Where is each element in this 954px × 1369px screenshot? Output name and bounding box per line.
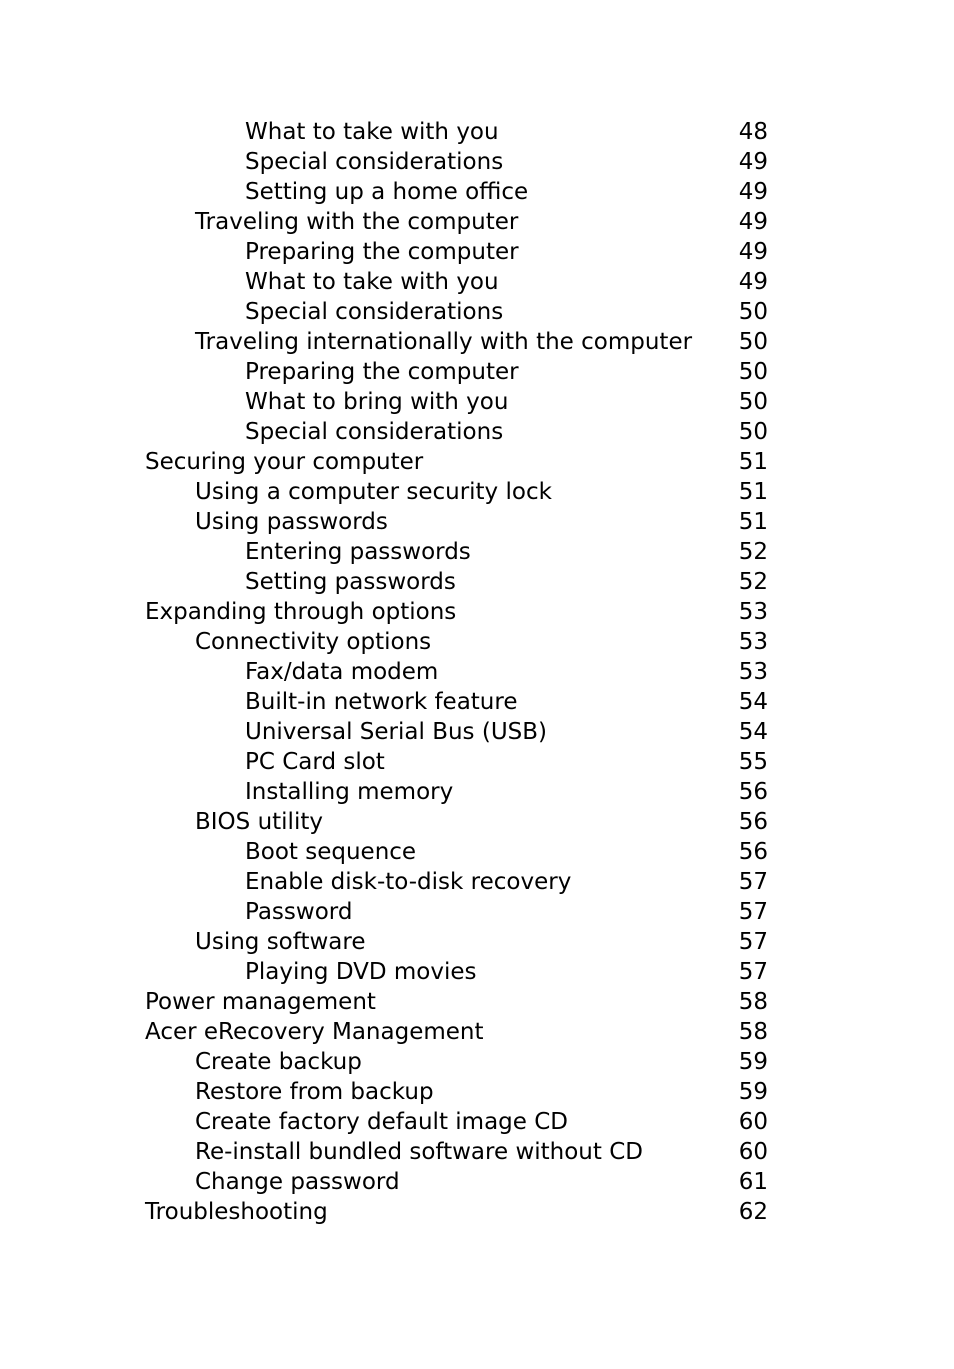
toc-entry[interactable]	[0, 507, 954, 537]
toc-entry-page-number: 54	[738, 719, 768, 745]
toc-entry-page-number: 50	[738, 389, 768, 415]
toc-entry-page-number: 60	[738, 1139, 768, 1165]
toc-entry[interactable]	[0, 1107, 954, 1137]
toc-entry-page-number: 50	[738, 419, 768, 445]
toc-entry-page-number: 57	[738, 899, 768, 925]
toc-entry-title: Playing DVD movies	[245, 959, 477, 985]
toc-entry-page-number: 57	[738, 929, 768, 955]
toc-entry-title: Re-install bundled software without CD	[195, 1139, 643, 1165]
toc-entry-title: Preparing the computer	[245, 239, 519, 265]
toc-entry-page-number: 57	[738, 869, 768, 895]
toc-entry[interactable]	[0, 567, 954, 597]
toc-entry-title: BIOS utility	[195, 809, 323, 835]
toc-entry-title: Setting up a home office	[245, 179, 529, 205]
toc-entry[interactable]	[0, 1197, 954, 1227]
toc-entry-title: Preparing the computer	[245, 359, 519, 385]
toc-entry-title: Enable disk-to-disk recovery	[245, 869, 572, 895]
toc-entry-page-number: 56	[738, 779, 768, 805]
toc-entry-page-number: 48	[738, 119, 768, 145]
toc-entry-page-number: 62	[738, 1199, 768, 1225]
toc-entry-title: Create backup	[195, 1049, 362, 1075]
toc-entry[interactable]	[0, 177, 954, 207]
toc-entry-title: Boot sequence	[245, 839, 417, 865]
toc-entry-title: Setting passwords	[245, 569, 456, 595]
toc-entry-title: Special considerations	[245, 299, 504, 325]
toc-entry[interactable]	[0, 267, 954, 297]
toc-entry-page-number: 50	[738, 359, 768, 385]
toc-entry-title: Entering passwords	[245, 539, 471, 565]
toc-entry-title: Expanding through options	[145, 599, 457, 625]
toc-entry[interactable]	[0, 897, 954, 927]
toc-entry[interactable]	[0, 537, 954, 567]
toc-entry[interactable]	[0, 717, 954, 747]
toc-entry[interactable]	[0, 867, 954, 897]
toc-entry[interactable]	[0, 1017, 954, 1047]
toc-entry[interactable]	[0, 477, 954, 507]
toc-entry-page-number: 51	[738, 509, 768, 535]
table-of-contents	[0, 117, 954, 1227]
toc-entry-page-number: 53	[738, 599, 768, 625]
toc-entry[interactable]	[0, 297, 954, 327]
toc-entry-title: Create factory default image CD	[195, 1109, 568, 1135]
toc-entry-page-number: 49	[738, 209, 768, 235]
toc-entry-page-number: 52	[738, 539, 768, 565]
toc-entry-page-number: 49	[738, 149, 768, 175]
toc-entry-title: Acer eRecovery Management	[145, 1019, 484, 1045]
toc-entry-title: Special considerations	[245, 419, 504, 445]
toc-entry-title: Using a computer security lock	[195, 479, 552, 505]
toc-entry[interactable]	[0, 927, 954, 957]
toc-entry-page-number: 60	[738, 1109, 768, 1135]
toc-entry[interactable]	[0, 987, 954, 1017]
toc-entry[interactable]	[0, 327, 954, 357]
toc-entry-page-number: 61	[738, 1169, 768, 1195]
toc-entry-title: Using software	[195, 929, 366, 955]
toc-entry-title: Traveling internationally with the computer	[195, 329, 693, 355]
toc-entry[interactable]	[0, 207, 954, 237]
toc-entry[interactable]	[0, 957, 954, 987]
toc-entry[interactable]	[0, 657, 954, 687]
toc-entry[interactable]	[0, 747, 954, 777]
toc-entry-title: What to take with you	[245, 119, 499, 145]
toc-entry[interactable]	[0, 417, 954, 447]
toc-entry-page-number: 58	[738, 989, 768, 1015]
toc-entry-title: Traveling with the computer	[195, 209, 519, 235]
toc-entry-page-number: 49	[738, 269, 768, 295]
toc-entry-title: Password	[245, 899, 353, 925]
toc-entry[interactable]	[0, 147, 954, 177]
toc-entry-page-number: 56	[738, 839, 768, 865]
toc-entry[interactable]	[0, 1047, 954, 1077]
toc-entry[interactable]	[0, 687, 954, 717]
toc-entry-page-number: 59	[738, 1049, 768, 1075]
toc-entry-page-number: 55	[738, 749, 768, 775]
toc-entry[interactable]	[0, 627, 954, 657]
toc-entry-page-number: 59	[738, 1079, 768, 1105]
toc-entry-page-number: 57	[738, 959, 768, 985]
toc-entry[interactable]	[0, 837, 954, 867]
toc-entry-title: PC Card slot	[245, 749, 385, 775]
toc-entry[interactable]	[0, 597, 954, 627]
toc-entry-page-number: 52	[738, 569, 768, 595]
toc-entry[interactable]	[0, 1137, 954, 1167]
toc-entry-title: What to bring with you	[245, 389, 509, 415]
toc-entry-title: Using passwords	[195, 509, 388, 535]
toc-entry-page-number: 56	[738, 809, 768, 835]
toc-entry-page-number: 53	[738, 659, 768, 685]
toc-entry-title: Power management	[145, 989, 376, 1015]
toc-entry[interactable]	[0, 777, 954, 807]
toc-entry-title: Change password	[195, 1169, 400, 1195]
toc-entry-title: Fax/data modem	[245, 659, 439, 685]
toc-entry[interactable]	[0, 447, 954, 477]
toc-entry[interactable]	[0, 387, 954, 417]
toc-entry-title: Special considerations	[245, 149, 504, 175]
toc-entry[interactable]	[0, 1077, 954, 1107]
toc-entry[interactable]	[0, 1167, 954, 1197]
toc-entry-page-number: 49	[738, 239, 768, 265]
toc-entry-page-number: 49	[738, 179, 768, 205]
toc-entry[interactable]	[0, 807, 954, 837]
toc-entry-page-number: 58	[738, 1019, 768, 1045]
toc-entry-page-number: 53	[738, 629, 768, 655]
toc-entry-title: What to take with you	[245, 269, 499, 295]
toc-entry-title: Restore from backup	[195, 1079, 434, 1105]
toc-entry-page-number: 50	[738, 329, 768, 355]
toc-entry[interactable]	[0, 117, 954, 147]
toc-entry-title: Installing memory	[245, 779, 454, 805]
toc-entry-title: Troubleshooting	[145, 1199, 328, 1225]
toc-entry-page-number: 51	[738, 479, 768, 505]
toc-entry-title: Universal Serial Bus (USB)	[245, 719, 547, 745]
toc-entry[interactable]	[0, 357, 954, 387]
toc-entry-page-number: 54	[738, 689, 768, 715]
toc-entry-title: Connectivity options	[195, 629, 432, 655]
toc-entry-title: Built-in network feature	[245, 689, 518, 715]
toc-entry[interactable]	[0, 237, 954, 267]
toc-entry-title: Securing your computer	[145, 449, 424, 475]
toc-entry-page-number: 50	[738, 299, 768, 325]
toc-entry-page-number: 51	[738, 449, 768, 475]
